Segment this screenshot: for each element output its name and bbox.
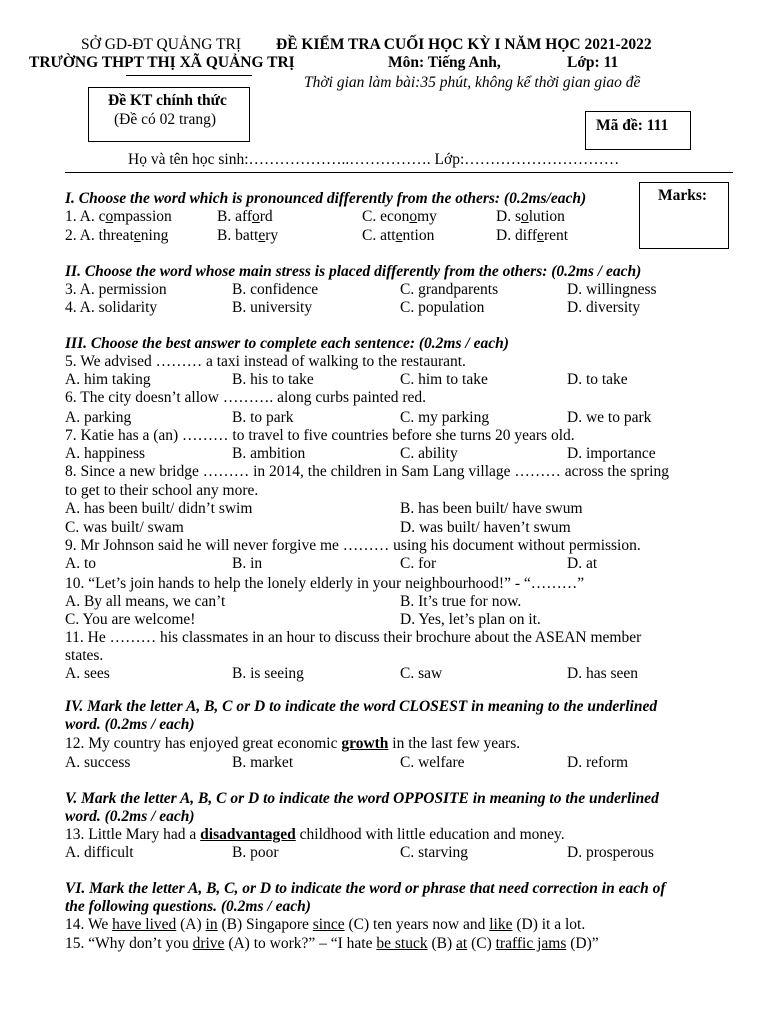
q3-option-a: 3. A. permission — [65, 281, 167, 298]
q3-option-b: B. confidence — [232, 281, 319, 298]
q5-option-c: C. him to take — [400, 371, 488, 388]
q11-option-a: A. sees — [65, 665, 110, 682]
pages-note: (Đề có 02 trang) — [114, 111, 216, 128]
section-2-heading: II. Choose the word whose main stress is placed differently from the others: (0.2ms / each) — [65, 263, 642, 280]
q1-option-c: C. economy — [362, 208, 437, 225]
grade-label: Lớp: 11 — [567, 54, 619, 71]
q8-stem-line-2: to get to their school any more. — [65, 482, 259, 499]
q11-option-c: C. saw — [400, 665, 443, 682]
q8-option-c: C. was built/ swam — [65, 519, 184, 536]
section-4-heading-line-1: IV. Mark the letter A, B, C or D to indicate the word CLOSEST in meaning to the underlined — [65, 698, 658, 715]
time-note: Thời gian làm bài:35 phút, không kể thời gian giao đề — [304, 74, 641, 91]
header-divider — [126, 75, 252, 76]
section-1-heading: I. Choose the word which is pronounced differently from the others: (0.2ms/each) — [65, 190, 587, 207]
q10-option-b: B. It’s true for now. — [400, 593, 522, 610]
q11-option-b: B. is seeing — [232, 665, 304, 682]
marks-label: Marks: — [658, 187, 708, 204]
subject-label: Môn: Tiếng Anh, — [388, 54, 501, 71]
student-info-line: Họ và tên học sinh:………………..……………. Lớp:………………………… — [128, 151, 620, 168]
q10-stem: 10. “Let’s join hands to help the lonely elderly in your neighbourhood!” - “………” — [65, 575, 585, 592]
q9-option-d: D. at — [567, 555, 598, 572]
q6-option-c: C. my parking — [400, 409, 490, 426]
q5-option-a: A. him taking — [65, 371, 151, 388]
q11-stem-line-2: states. — [65, 647, 104, 664]
q10-option-d: D. Yes, let’s plan on it. — [400, 611, 541, 628]
q3-option-c: C. grandparents — [400, 281, 499, 298]
section-6-heading-line-2: the following questions. (0.2ms / each) — [65, 898, 311, 915]
q9-option-b: B. in — [232, 555, 263, 572]
q10-option-a: A. By all means, we can’t — [65, 593, 226, 610]
section-5-heading-line-1: V. Mark the letter A, B, C or D to indicate the word OPPOSITE in meaning to the underlined — [65, 790, 659, 807]
q7-stem: 7. Katie has a (an) ……… to travel to five countries before she turns 20 years old. — [65, 427, 575, 444]
marks-box — [639, 182, 729, 249]
q8-stem-line-1: 8. Since a new bridge ……… in 2014, the children in Sam Lang village ……… across the spring — [65, 463, 669, 480]
exam-title: ĐỀ KIỂM TRA CUỐI HỌC KỲ I NĂM HỌC 2021-2022 — [276, 36, 652, 53]
q3-option-d: D. willingness — [567, 281, 657, 298]
q13-option-d: D. prosperous — [567, 844, 654, 861]
q8-option-a: A. has been built/ didn’t swim — [65, 500, 253, 517]
q14-stem: 14. We have lived (A) in (B) Singapore since (C) ten years now and like (D) it a lot. — [65, 916, 586, 933]
q9-stem: 9. Mr Johnson said he will never forgive me ……… using his document without permission. — [65, 537, 641, 554]
q2-option-d: D. different — [496, 227, 569, 244]
exam-code-box — [585, 111, 691, 150]
q13-option-a: A. difficult — [65, 844, 134, 861]
q5-option-d: D. to take — [567, 371, 628, 388]
q6-stem: 6. The city doesn’t allow ………. along curbs painted red. — [65, 389, 427, 406]
exam-code: Mã đề: 111 — [596, 117, 669, 134]
section-4-heading-line-2: word. (0.2ms / each) — [65, 716, 195, 733]
q6-option-a: A. parking — [65, 409, 132, 426]
q9-option-c: C. for — [400, 555, 437, 572]
department-name: SỞ GD-ĐT QUẢNG TRỊ — [81, 36, 242, 53]
q2-option-b: B. battery — [217, 227, 279, 244]
q15-stem: 15. “Why don’t you drive (A) to work?” – “I hate be stuck (B) at (C) traffic jams (D)” — [65, 935, 599, 952]
q7-option-a: A. happiness — [65, 445, 146, 462]
q7-option-d: D. importance — [567, 445, 656, 462]
q6-option-b: B. to park — [232, 409, 294, 426]
section-3-heading: III. Choose the best answer to complete each sentence: (0.2ms / each) — [65, 335, 509, 352]
q13-underlined-word: disadvantaged — [200, 826, 296, 843]
q11-stem-line-1: 11. He ……… his classmates in an hour to discuss their brochure about the ASEAN member — [65, 629, 642, 646]
header-rule — [65, 172, 733, 173]
section-6-heading-line-1: VI. Mark the letter A, B, C, or D to indicate the word or phrase that need correction in each of — [65, 880, 666, 897]
section-5-heading-line-2: word. (0.2ms / each) — [65, 808, 195, 825]
q7-option-b: B. ambition — [232, 445, 306, 462]
q1-option-d: D. solution — [496, 208, 565, 225]
q9-option-a: A. to — [65, 555, 96, 572]
official-exam-box — [88, 87, 250, 142]
q5-stem: 5. We advised ……… a taxi instead of walking to the restaurant. — [65, 353, 466, 370]
q12-option-d: D. reform — [567, 754, 629, 771]
q12-option-a: A. success — [65, 754, 131, 771]
q2-option-c: C. attention — [362, 227, 435, 244]
q11-option-d: D. has seen — [567, 665, 639, 682]
q8-option-b: B. has been built/ have swum — [400, 500, 583, 517]
q13-stem: 13. Little Mary had a disadvantaged childhood with little education and money. — [65, 826, 565, 843]
q12-stem: 12. My country has enjoyed great economic growth in the last few years. — [65, 735, 521, 752]
q8-option-d: D. was built/ haven’t swum — [400, 519, 571, 536]
q5-option-b: B. his to take — [232, 371, 314, 388]
school-name: TRƯỜNG THPT THỊ XÃ QUẢNG TRỊ — [29, 54, 295, 71]
q1-option-b: B. afford — [217, 208, 273, 225]
q4-option-d: D. diversity — [567, 299, 641, 316]
q2-option-a: 2. A. threatening — [65, 227, 169, 244]
q12-option-b: B. market — [232, 754, 294, 771]
q7-option-c: C. ability — [400, 445, 458, 462]
official-exam-title: Đề KT chính thức — [108, 92, 227, 109]
q12-option-c: C. welfare — [400, 754, 465, 771]
q10-option-c: C. You are welcome! — [65, 611, 196, 628]
q4-option-c: C. population — [400, 299, 485, 316]
q13-option-b: B. poor — [232, 844, 279, 861]
q1-option-a: 1. A. compassion — [65, 208, 172, 225]
q13-option-c: C. starving — [400, 844, 469, 861]
q4-option-a: 4. A. solidarity — [65, 299, 158, 316]
q6-option-d: D. we to park — [567, 409, 652, 426]
q4-option-b: B. university — [232, 299, 313, 316]
q12-underlined-word: growth — [341, 735, 389, 752]
